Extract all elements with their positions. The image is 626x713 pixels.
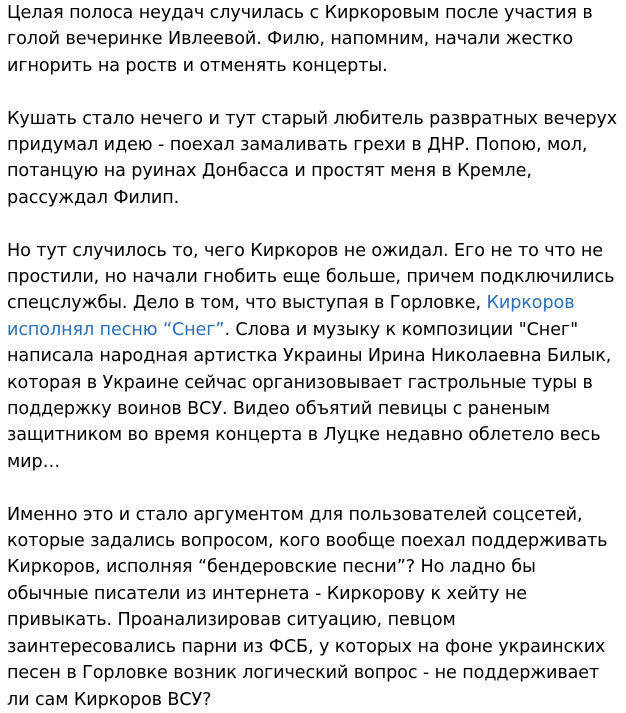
paragraph-spacer xyxy=(7,475,618,501)
paragraph-4: Именно это и стало аргументом для пользователей соцсетей, которые задались вопросом, кого вообще поехал поддерживать Киркоров, исполняя “бендеровские песни”? Но ладно бы обычные писатели из интернета - Киркорову к хейту не привыкать. Проанализировав ситуацию, певцом заинтересовались парни из ФСБ, у которых на фоне украинских песен в Горловке возник логический вопрос - не поддерживает ли сам Киркоров ВСУ? xyxy=(7,504,608,710)
paragraph-3 xyxy=(7,238,618,476)
paragraph-3-lead: Но тут случилось то, чего Киркоров не ожидал. Его не то что не простили, но начали гнобить еще больше, причем подключились спецслужбы. Дело в том, что выступая в Горловке, xyxy=(7,240,615,314)
paragraph-3-tail: . Слова и музыку к композиции "Снег" написала народная артистка Украины Ирина Николаевна Билык, которая в Украине сейчас организовывает гастрольные туры в поддержку воинов ВСУ. Видео объятий певицы с раненым защитником во время концерта в Луцке недавно облетело весь мир… xyxy=(7,319,612,472)
paragraph-2: Кушать стало нечего и тут старый любитель развратных вечерух придумал идею - поехал замаливать грехи в ДНР. Попою, мол, потанцую на руинах Донбасса и простят меня в Кремле, рассуждал Филип. xyxy=(7,108,618,208)
paragraph-spacer xyxy=(7,211,618,237)
paragraph-spacer xyxy=(7,79,618,105)
paragraph-1: Целая полоса неудач случилась с Киркоровым после участия в голой вечеринке Ивлеевой. Филю, напомним, начали жестко игнорить на роств и отменять концерты. xyxy=(7,3,593,76)
song-link[interactable]: Киркоров исполнял песню “Снег” xyxy=(7,293,575,340)
